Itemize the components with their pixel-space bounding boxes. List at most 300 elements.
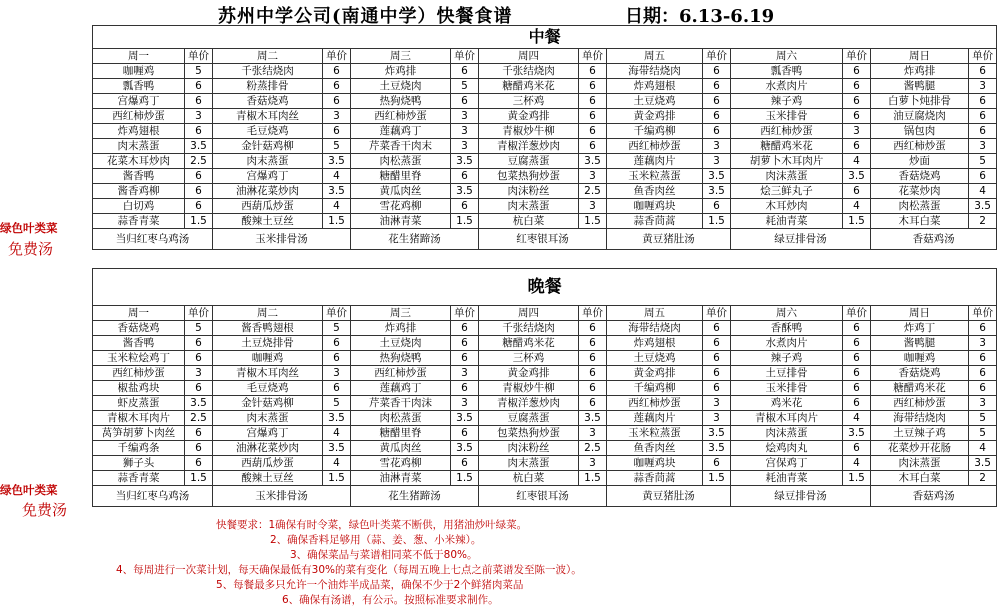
lunch-price-cell: 6 [185, 94, 213, 109]
lunch-header-cell: 单价 [579, 49, 607, 64]
lunch-price-cell: 6 [703, 64, 731, 79]
lunch-price-cell: 3 [451, 139, 479, 154]
lunch-price-cell: 3.5 [451, 184, 479, 199]
dinner-dish-cell: 黄金鸡排 [607, 366, 703, 381]
dinner-price-cell: 6 [843, 351, 871, 366]
lunch-price-cell: 3.5 [703, 184, 731, 199]
lunch-price-cell: 6 [185, 184, 213, 199]
dinner-dish-cell: 莴笋胡萝卜肉丝 [93, 426, 185, 441]
lunch-price-cell: 6 [323, 64, 351, 79]
dinner-price-cell: 6 [451, 456, 479, 471]
lunch-dish-cell: 蒜香茼蒿 [607, 214, 703, 229]
dinner-dish-cell: 西红柿炒蛋 [351, 366, 451, 381]
dinner-dish-cell: 雪花鸡柳 [351, 456, 451, 471]
dinner-dish-cell: 玉米粒烩鸡丁 [93, 351, 185, 366]
dinner-dish-cell: 油淋青菜 [351, 471, 451, 486]
dinner-header-cell: 周四 [479, 306, 579, 321]
dinner-price-cell: 3 [451, 366, 479, 381]
lunch-dish-cell: 土豆烧肉 [351, 79, 451, 94]
dinner-dish-cell: 西红柿炒蛋 [93, 366, 185, 381]
dinner-dish-cell: 土豆排骨 [731, 366, 843, 381]
dinner-dish-cell: 西红柿炒蛋 [607, 396, 703, 411]
lunch-price-cell: 6 [451, 64, 479, 79]
lunch-dish-cell: 肉末蒸蛋 [213, 154, 323, 169]
lunch-dish-cell: 木耳白菜 [871, 214, 969, 229]
lunch-dish-cell: 糖醋里脊 [351, 169, 451, 184]
dinner-price-cell: 6 [843, 336, 871, 351]
lunch-dish-cell: 肉末蒸蛋 [93, 139, 185, 154]
dinner-price-cell: 6 [843, 441, 871, 456]
lunch-header-row [93, 49, 997, 64]
dinner-dish-cell: 咖喱鸡 [213, 351, 323, 366]
dinner-soup-cell: 红枣银耳汤 [479, 486, 607, 507]
dinner-dish-row [93, 381, 997, 396]
dinner-dish-row [93, 456, 997, 471]
lunch-price-cell: 6 [969, 64, 997, 79]
dinner-header-cell: 单价 [451, 306, 479, 321]
dinner-dish-cell: 青椒炒牛柳 [479, 381, 579, 396]
lunch-dish-cell: 青椒木耳肉丝 [213, 109, 323, 124]
lunch-header-cell: 单价 [451, 49, 479, 64]
lunch-dish-cell: 蒜香青菜 [93, 214, 185, 229]
dinner-price-cell: 3 [323, 366, 351, 381]
lunch-price-cell: 2 [969, 214, 997, 229]
dinner-price-cell: 2.5 [579, 441, 607, 456]
lunch-dish-cell: 炸鸡排 [351, 64, 451, 79]
lunch-price-cell: 6 [451, 199, 479, 214]
dinner-dish-cell: 玉米排骨 [731, 381, 843, 396]
dinner-header-cell: 单价 [843, 306, 871, 321]
dinner-dish-cell: 椒盐鸡块 [93, 381, 185, 396]
requirement-line: 5、每餐最多只允许一个油炸半成品菜，确保不少于2个鲜猪肉菜品 [216, 579, 524, 591]
dinner-price-cell: 3 [579, 426, 607, 441]
dinner-header-cell: 单价 [703, 306, 731, 321]
lunch-dish-cell: 青椒洋葱炒肉 [479, 139, 579, 154]
lunch-price-cell: 6 [969, 169, 997, 184]
lunch-price-cell: 3 [185, 109, 213, 124]
lunch-dish-cell: 雪花鸡柳 [351, 199, 451, 214]
dinner-price-cell: 3 [451, 396, 479, 411]
lunch-header-cell: 单价 [969, 49, 997, 64]
dinner-dish-cell: 鸡米花 [731, 396, 843, 411]
dinner-dish-cell: 虾皮蒸蛋 [93, 396, 185, 411]
dinner-dish-cell: 杭白菜 [479, 471, 579, 486]
dinner-price-cell: 5 [323, 321, 351, 336]
dinner-dish-cell: 香菇烧鸡 [93, 321, 185, 336]
lunch-price-cell: 6 [969, 94, 997, 109]
lunch-price-cell: 5 [451, 79, 479, 94]
dinner-price-cell: 1.5 [703, 471, 731, 486]
lunch-dish-cell: 宫爆鸡丁 [93, 94, 185, 109]
dinner-header-cell: 周三 [351, 306, 451, 321]
dinner-dish-cell: 肉沫蒸蛋 [731, 426, 843, 441]
lunch-dish-cell: 糖醋鸡米花 [479, 79, 579, 94]
dinner-price-cell: 6 [843, 321, 871, 336]
lunch-soup-cell: 黄豆猪肚汤 [607, 229, 731, 250]
lunch-dish-row [93, 199, 997, 214]
dinner-dish-cell: 千编鸡条 [93, 441, 185, 456]
lunch-price-cell: 6 [579, 139, 607, 154]
dinner-dish-cell: 青椒木耳肉片 [731, 411, 843, 426]
dinner-dish-cell: 西葫瓜炒蛋 [213, 456, 323, 471]
dinner-dish-cell: 香酥鸭 [731, 321, 843, 336]
dinner-price-cell: 6 [703, 381, 731, 396]
dinner-dish-row [93, 396, 997, 411]
lunch-price-cell: 6 [703, 109, 731, 124]
lunch-dish-cell: 肉松蒸蛋 [351, 154, 451, 169]
dinner-price-cell: 6 [579, 381, 607, 396]
lunch-price-cell: 6 [579, 79, 607, 94]
dinner-dish-cell: 糖醋鸡米花 [871, 381, 969, 396]
lunch-soup-cell: 玉米排骨汤 [213, 229, 351, 250]
dinner-price-cell: 4 [323, 426, 351, 441]
lunch-dish-cell: 辣子鸡 [731, 94, 843, 109]
dinner-section-title: 晚餐 [93, 269, 997, 306]
dinner-dish-cell: 酱鸭腿 [871, 336, 969, 351]
dinner-dish-cell: 宫保鸡丁 [731, 456, 843, 471]
dinner-dish-row [93, 366, 997, 381]
dinner-dish-cell: 千张结烧肉 [479, 321, 579, 336]
dinner-price-cell: 3 [969, 396, 997, 411]
lunch-dish-cell: 酸辣土豆丝 [213, 214, 323, 229]
dinner-dish-cell: 莲藕肉片 [607, 411, 703, 426]
lunch-dish-cell: 花菜木耳炒肉 [93, 154, 185, 169]
lunch-dish-cell: 鱼香肉丝 [607, 184, 703, 199]
dinner-dish-cell: 烩鸡肉丸 [731, 441, 843, 456]
dinner-price-cell: 3.5 [703, 426, 731, 441]
lunch-dish-cell: 胡萝卜木耳肉片 [731, 154, 843, 169]
lunch-price-cell: 6 [703, 124, 731, 139]
lunch-price-cell: 3.5 [843, 169, 871, 184]
dinner-header-cell: 周六 [731, 306, 843, 321]
dinner-price-cell: 3.5 [323, 441, 351, 456]
dinner-price-cell: 6 [185, 351, 213, 366]
dinner-dish-cell: 金针菇鸡柳 [213, 396, 323, 411]
lunch-price-cell: 3 [579, 169, 607, 184]
dinner-price-cell: 6 [323, 336, 351, 351]
page-title-bar [0, 0, 1000, 26]
dinner-header-cell: 周日 [871, 306, 969, 321]
dinner-dish-cell: 糖醋里脊 [351, 426, 451, 441]
lunch-dish-cell: 西红柿炒蛋 [607, 139, 703, 154]
dinner-green-veg-label: 绿色叶类菜 [0, 483, 58, 497]
lunch-dish-row [93, 214, 997, 229]
lunch-price-cell: 6 [579, 64, 607, 79]
lunch-dish-cell: 肉松蒸蛋 [871, 199, 969, 214]
lunch-dish-cell: 酱鸭腿 [871, 79, 969, 94]
dinner-price-cell: 3 [185, 366, 213, 381]
lunch-dish-cell: 咖喱鸡块 [607, 199, 703, 214]
menu-sheet [92, 25, 997, 507]
dinner-dish-row [93, 336, 997, 351]
lunch-header-cell: 周二 [213, 49, 323, 64]
dinner-price-cell: 1.5 [185, 471, 213, 486]
lunch-price-cell: 6 [185, 199, 213, 214]
lunch-dish-cell: 烩三鲜丸子 [731, 184, 843, 199]
dinner-price-cell: 3 [703, 411, 731, 426]
lunch-price-cell: 4 [969, 184, 997, 199]
dinner-price-cell: 6 [703, 336, 731, 351]
dinner-dish-row [93, 471, 997, 486]
lunch-price-cell: 6 [185, 79, 213, 94]
dinner-header-cell: 单价 [323, 306, 351, 321]
dinner-dish-cell: 炸鸡排 [351, 321, 451, 336]
dinner-dish-cell: 肉末蒸蛋 [213, 411, 323, 426]
dinner-price-cell: 6 [451, 351, 479, 366]
lunch-price-cell: 4 [843, 199, 871, 214]
lunch-price-cell: 1.5 [579, 214, 607, 229]
lunch-price-cell: 3.5 [579, 154, 607, 169]
dinner-dish-cell: 青椒木耳肉丝 [213, 366, 323, 381]
dinner-header-cell: 周二 [213, 306, 323, 321]
lunch-section-row [93, 26, 997, 49]
dinner-header-cell: 单价 [969, 306, 997, 321]
dinner-dish-row [93, 411, 997, 426]
lunch-dish-cell: 锅包肉 [871, 124, 969, 139]
dinner-dish-cell: 青椒木耳肉片 [93, 411, 185, 426]
dinner-price-cell: 6 [185, 441, 213, 456]
lunch-price-cell: 6 [185, 169, 213, 184]
dinner-dish-cell: 海带结烧肉 [607, 321, 703, 336]
lunch-price-cell: 6 [451, 169, 479, 184]
dinner-dish-cell: 莲藕鸡丁 [351, 381, 451, 396]
dinner-price-cell: 6 [969, 321, 997, 336]
dinner-soup-cell: 玉米排骨汤 [213, 486, 351, 507]
dinner-price-cell: 6 [323, 351, 351, 366]
lunch-price-cell: 6 [451, 94, 479, 109]
lunch-header-cell: 周四 [479, 49, 579, 64]
lunch-header-cell: 周六 [731, 49, 843, 64]
section-gap-row [93, 250, 997, 269]
section-gap-cell [93, 250, 997, 269]
dinner-price-cell: 6 [579, 366, 607, 381]
dinner-price-cell: 6 [579, 396, 607, 411]
lunch-dish-cell: 炒面 [871, 154, 969, 169]
lunch-price-cell: 6 [579, 94, 607, 109]
dinner-price-cell: 6 [451, 336, 479, 351]
lunch-soup-cell: 香菇鸡汤 [871, 229, 997, 250]
lunch-dish-cell: 油淋花菜炒肉 [213, 184, 323, 199]
lunch-price-cell: 4 [323, 169, 351, 184]
lunch-dish-cell: 土豆烧鸡 [607, 94, 703, 109]
lunch-dish-cell: 瓢香鸭 [93, 79, 185, 94]
lunch-dish-cell: 杭白菜 [479, 214, 579, 229]
dinner-dish-cell: 炸鸡翅根 [607, 336, 703, 351]
dinner-price-cell: 6 [323, 381, 351, 396]
dinner-price-cell: 3.5 [323, 411, 351, 426]
lunch-dish-cell: 油豆腐烧肉 [871, 109, 969, 124]
lunch-dish-cell: 毛豆烧鸡 [213, 124, 323, 139]
lunch-dish-cell: 酱香鸡柳 [93, 184, 185, 199]
lunch-price-cell: 6 [969, 124, 997, 139]
dinner-soup-cell: 香菇鸡汤 [871, 486, 997, 507]
dinner-dish-cell: 海带结烧肉 [871, 411, 969, 426]
dinner-dish-cell: 酸辣土豆丝 [213, 471, 323, 486]
lunch-price-cell: 3.5 [969, 199, 997, 214]
dinner-dish-cell: 土豆烧排骨 [213, 336, 323, 351]
dinner-price-cell: 3.5 [843, 426, 871, 441]
lunch-dish-cell: 西红柿炒蛋 [93, 109, 185, 124]
dinner-price-cell: 6 [703, 456, 731, 471]
lunch-price-cell: 1.5 [451, 214, 479, 229]
lunch-dish-cell: 肉沫蒸蛋 [731, 169, 843, 184]
lunch-dish-cell: 西红柿炒蛋 [731, 124, 843, 139]
lunch-price-cell: 3 [843, 124, 871, 139]
lunch-dish-cell: 香菇烧鸡 [213, 94, 323, 109]
dinner-dish-cell: 肉沫粉丝 [479, 441, 579, 456]
dinner-dish-cell: 狮子头 [93, 456, 185, 471]
dinner-price-cell: 6 [703, 351, 731, 366]
dinner-price-cell: 2.5 [185, 411, 213, 426]
lunch-price-cell: 5 [323, 139, 351, 154]
lunch-price-cell: 1.5 [843, 214, 871, 229]
lunch-header-cell: 周一 [93, 49, 185, 64]
lunch-dish-cell: 白切鸡 [93, 199, 185, 214]
dinner-price-cell: 6 [969, 366, 997, 381]
lunch-dish-cell: 耗油青菜 [731, 214, 843, 229]
dinner-price-cell: 6 [843, 396, 871, 411]
dinner-soup-cell: 绿豆排骨汤 [731, 486, 871, 507]
dinner-price-cell: 6 [451, 426, 479, 441]
lunch-price-cell: 6 [843, 79, 871, 94]
lunch-dish-cell: 千张结烧肉 [213, 64, 323, 79]
lunch-price-cell: 6 [703, 79, 731, 94]
lunch-soup-cell: 花生猪蹄汤 [351, 229, 479, 250]
requirements-notes [116, 518, 582, 608]
lunch-header-cell: 周五 [607, 49, 703, 64]
lunch-dish-cell: 海带结烧肉 [607, 64, 703, 79]
dinner-dish-cell: 土豆辣子鸡 [871, 426, 969, 441]
dinner-dish-cell: 咖喱鸡 [871, 351, 969, 366]
lunch-price-cell: 3.5 [323, 154, 351, 169]
dinner-price-cell: 3 [969, 336, 997, 351]
lunch-price-cell: 6 [703, 199, 731, 214]
dinner-dish-cell: 咖喱鸡块 [607, 456, 703, 471]
dinner-dish-cell: 酱香鸭 [93, 336, 185, 351]
dinner-dish-cell: 酱香鸭翅根 [213, 321, 323, 336]
dinner-dish-cell: 千编鸡柳 [607, 381, 703, 396]
lunch-dish-cell: 西红柿炒蛋 [871, 139, 969, 154]
lunch-dish-row [93, 64, 997, 79]
dinner-price-cell: 5 [969, 426, 997, 441]
dinner-price-cell: 4 [323, 456, 351, 471]
lunch-soup-cell: 当归红枣乌鸡汤 [93, 229, 213, 250]
dinner-section-row [93, 269, 997, 306]
dinner-price-cell: 4 [843, 456, 871, 471]
lunch-dish-cell: 酱香鸭 [93, 169, 185, 184]
lunch-header-cell: 单价 [843, 49, 871, 64]
dinner-dish-cell: 包菜热狗炒蛋 [479, 426, 579, 441]
lunch-dish-row [93, 79, 997, 94]
lunch-dish-cell: 包菜热狗炒蛋 [479, 169, 579, 184]
dinner-dish-cell: 炸鸡丁 [871, 321, 969, 336]
lunch-dish-cell: 木耳炒肉 [731, 199, 843, 214]
lunch-green-veg-label: 绿色叶类菜 [0, 221, 58, 235]
lunch-header-cell: 周三 [351, 49, 451, 64]
dinner-dish-cell: 蒜香青菜 [93, 471, 185, 486]
dinner-price-cell: 6 [579, 336, 607, 351]
lunch-dish-cell: 豆腐蒸蛋 [479, 154, 579, 169]
lunch-price-cell: 6 [323, 79, 351, 94]
lunch-price-cell: 3.5 [185, 139, 213, 154]
dinner-soup-cell: 花生猪蹄汤 [351, 486, 479, 507]
lunch-price-cell: 2.5 [185, 154, 213, 169]
requirement-line: 6、确保有汤谱，有公示。按照标准要求制作。 [282, 594, 499, 606]
dinner-dish-cell: 耗油青菜 [731, 471, 843, 486]
dinner-price-cell: 6 [843, 381, 871, 396]
requirement-line: 4、每周进行一次菜计划，每天确保最低有30%的菜有变化（每周五晚上七点之前菜谱发至陈一波）。 [116, 564, 582, 576]
lunch-price-cell: 3 [969, 139, 997, 154]
lunch-soup-cell: 绿豆排骨汤 [731, 229, 871, 250]
lunch-dish-cell: 莲藕鸡丁 [351, 124, 451, 139]
lunch-price-cell: 6 [579, 124, 607, 139]
dinner-price-cell: 6 [579, 321, 607, 336]
dinner-dish-cell: 青椒洋葱炒肉 [479, 396, 579, 411]
lunch-price-cell: 5 [969, 154, 997, 169]
dinner-price-cell: 6 [843, 366, 871, 381]
dinner-free-soup-label: 免费汤 [22, 501, 68, 519]
dinner-price-cell: 1.5 [451, 471, 479, 486]
lunch-price-cell: 2.5 [579, 184, 607, 199]
dinner-price-cell: 6 [451, 381, 479, 396]
lunch-dish-row [93, 184, 997, 199]
dinner-price-cell: 4 [843, 411, 871, 426]
lunch-dish-cell: 玉米粒蒸蛋 [607, 169, 703, 184]
lunch-price-cell: 6 [703, 94, 731, 109]
lunch-dish-cell: 青椒炒牛柳 [479, 124, 579, 139]
dinner-dish-cell: 糖醋鸡米花 [479, 336, 579, 351]
lunch-price-cell: 6 [843, 109, 871, 124]
lunch-dish-cell: 黄金鸡排 [479, 109, 579, 124]
lunch-price-cell: 3 [969, 79, 997, 94]
dinner-price-cell: 6 [703, 321, 731, 336]
lunch-price-cell: 6 [185, 124, 213, 139]
dinner-dish-cell: 毛豆烧鸡 [213, 381, 323, 396]
lunch-dish-cell: 粉蒸排骨 [213, 79, 323, 94]
dinner-price-cell: 5 [185, 321, 213, 336]
lunch-dish-cell: 莲藕肉片 [607, 154, 703, 169]
dinner-dish-cell: 香菇烧鸡 [871, 366, 969, 381]
dinner-dish-cell: 豆腐蒸蛋 [479, 411, 579, 426]
dinner-price-cell: 6 [969, 381, 997, 396]
lunch-dish-cell: 宫爆鸡丁 [213, 169, 323, 184]
dinner-dish-row [93, 321, 997, 336]
lunch-dish-cell: 西葫瓜炒蛋 [213, 199, 323, 214]
dinner-soup-row [93, 486, 997, 507]
lunch-header-cell: 单价 [703, 49, 731, 64]
dinner-price-cell: 6 [185, 426, 213, 441]
lunch-dish-row [93, 124, 997, 139]
lunch-price-cell: 3 [703, 154, 731, 169]
dinner-price-cell: 6 [185, 381, 213, 396]
dinner-dish-cell: 辣子鸡 [731, 351, 843, 366]
lunch-price-cell: 4 [323, 199, 351, 214]
lunch-price-cell: 3.5 [323, 184, 351, 199]
lunch-price-cell: 4 [843, 154, 871, 169]
lunch-header-cell: 周日 [871, 49, 969, 64]
dinner-dish-cell: 肉沫蒸蛋 [871, 456, 969, 471]
lunch-price-cell: 6 [323, 94, 351, 109]
lunch-dish-row [93, 109, 997, 124]
lunch-price-cell: 3 [451, 109, 479, 124]
lunch-dish-cell: 千张结烧肉 [479, 64, 579, 79]
dinner-dish-cell: 宫爆鸡丁 [213, 426, 323, 441]
lunch-soup-cell: 红枣银耳汤 [479, 229, 607, 250]
dinner-dish-cell: 玉米粒蒸蛋 [607, 426, 703, 441]
lunch-price-cell: 6 [843, 139, 871, 154]
dinner-price-cell: 3 [703, 396, 731, 411]
dinner-header-cell: 单价 [185, 306, 213, 321]
